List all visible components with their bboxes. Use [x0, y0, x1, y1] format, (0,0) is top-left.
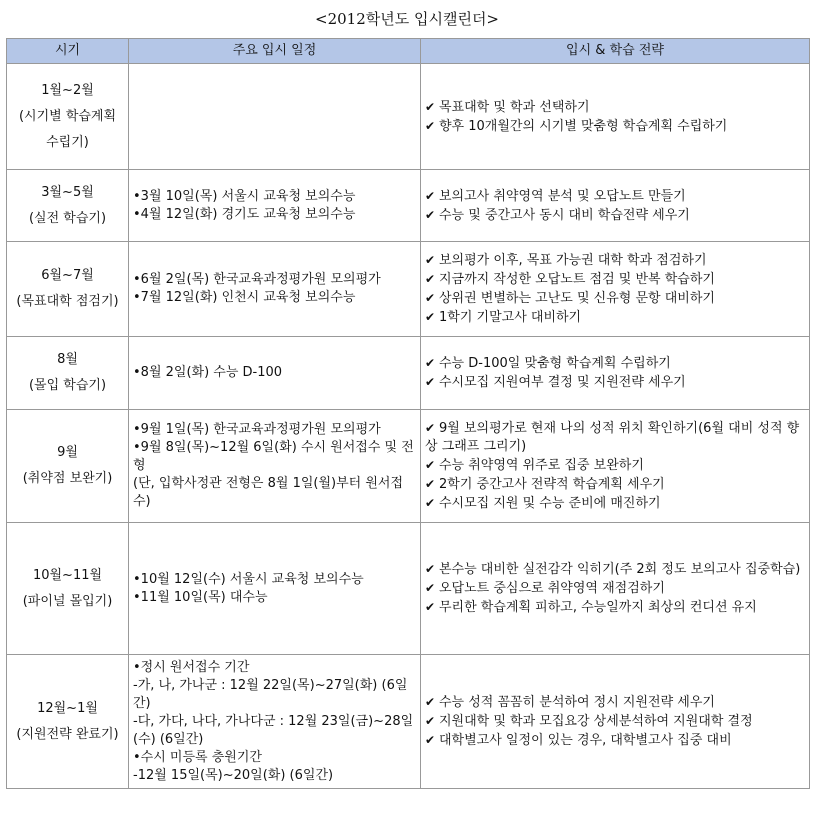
strategy-cell: [421, 64, 810, 170]
page-title: <2012학년도 입시캘린더>: [315, 10, 499, 28]
schedule-item: •10월 12일(수) 서울시 교육청 보의수능: [133, 571, 364, 587]
header-strategy: 입시 & 학습 전략: [421, 39, 810, 64]
check-icon: ✔: [425, 207, 436, 222]
strategy-item: [425, 373, 805, 392]
strategy-text: 목표대학 및 학과 선택하기: [439, 99, 590, 115]
strategy-cell: [421, 523, 810, 655]
table-row: [7, 170, 810, 242]
period-cell: [7, 655, 129, 789]
schedule-cell: [129, 655, 421, 789]
check-icon: ✔: [425, 733, 436, 747]
check-icon: ✔: [425, 291, 436, 305]
check-icon: ✔: [425, 695, 436, 709]
strategy-item: [425, 560, 805, 579]
check-icon: ✔: [425, 188, 436, 203]
period-label: 8월: [57, 352, 78, 367]
admission-calendar-table: [6, 38, 810, 789]
strategy-text: 무리한 학습계획 피하고, 수능일까지 최상의 컨디션 유지: [439, 600, 757, 615]
strategy-item: [425, 456, 805, 475]
strategy-text: 오답노트 중심으로 취약영역 재점검하기: [439, 581, 665, 596]
period-cell: [7, 337, 129, 410]
schedule-item: (단, 입학사정관 전형은 8월 1일(월)부터 원서접수): [133, 476, 404, 509]
check-icon: ✔: [425, 310, 436, 324]
check-icon: ✔: [425, 375, 436, 389]
schedule-item: •6월 2일(목) 한국교육과정평가원 모의평가: [133, 272, 381, 287]
strategy-item: [425, 270, 805, 289]
table-row: [7, 337, 810, 410]
strategy-item: [425, 289, 805, 308]
strategy-item: [425, 98, 805, 117]
period-cell: [7, 410, 129, 523]
check-icon: ✔: [425, 99, 436, 114]
strategy-cell: [421, 170, 810, 242]
strategy-item: [425, 354, 805, 373]
strategy-text: 수능 및 중간고사 동시 대비 학습전략 세우기: [439, 207, 690, 223]
schedule-item: •정시 원서접수 기간: [133, 659, 250, 675]
strategy-text: 보의고사 취약영역 분석 및 오답노트 만들기: [439, 188, 686, 204]
period-cell: [7, 242, 129, 337]
period-label: 1월~2월: [41, 82, 94, 98]
strategy-text: 수능 성적 꼼꼼히 분석하여 정시 지원전략 세우기: [439, 695, 715, 710]
strategy-text: 향후 10개월간의 시기별 맞춤형 학습계획 수립하기: [439, 118, 728, 134]
schedule-cell: [129, 170, 421, 242]
check-icon: ✔: [425, 421, 436, 435]
strategy-text: 지금까지 작성한 오답노트 점검 및 반복 학습하기: [439, 272, 715, 287]
period-subtitle: (시기별 학습계획 수립기): [18, 108, 117, 150]
schedule-cell: [129, 64, 421, 170]
period-label: 3월~5월: [41, 184, 94, 200]
check-icon: ✔: [425, 600, 436, 614]
schedule-item: -다, 가다, 나다, 가나다군 : 12월 23일(금)~28일(수) (6일간): [133, 713, 414, 747]
strategy-item: [425, 206, 805, 225]
strategy-text: 수시모집 지원 및 수능 준비에 매진하기: [439, 496, 661, 511]
check-icon: ✔: [425, 253, 436, 267]
table-row: [7, 242, 810, 337]
schedule-item: •9월 1일(목) 한국교육과정평가원 모의평가: [133, 422, 381, 437]
period-subtitle: (파이널 몰입기): [22, 593, 113, 609]
period-cell: [7, 170, 129, 242]
strategy-item: [425, 475, 805, 494]
strategy-item: [425, 419, 805, 456]
strategy-cell: [421, 410, 810, 523]
period-label: 6월~7월: [41, 268, 94, 283]
check-icon: ✔: [425, 458, 436, 472]
strategy-cell: [421, 242, 810, 337]
strategy-text: 대학별고사 일정이 있는 경우, 대학별고사 집중 대비: [439, 733, 732, 748]
strategy-text: 상위권 변별하는 고난도 및 신유형 문항 대비하기: [439, 291, 715, 306]
strategy-item: [425, 693, 805, 712]
table-row: [7, 655, 810, 789]
period-label: 9월: [57, 445, 78, 460]
strategy-item: [425, 494, 805, 513]
strategy-item: [425, 579, 805, 598]
period-label: 10월~11월: [32, 567, 103, 583]
schedule-cell: [129, 410, 421, 523]
strategy-text: 본수능 대비한 실전감각 익히기(주 2회 정도 보의고사 집중학습): [439, 562, 801, 577]
strategy-cell: [421, 655, 810, 789]
header-schedule: 주요 입시 일정: [129, 39, 421, 64]
strategy-item: [425, 712, 805, 731]
strategy-item: [425, 308, 805, 327]
schedule-cell: [129, 242, 421, 337]
period-subtitle: (실전 학습기): [28, 210, 107, 226]
table-row: [7, 410, 810, 523]
period-subtitle: (지원전략 완료기): [16, 726, 119, 742]
period-label: 12월~1월: [37, 700, 98, 716]
period-cell: [7, 64, 129, 170]
table-row: [7, 523, 810, 655]
period-subtitle: (몰입 학습기): [28, 378, 107, 393]
schedule-item: •수시 미등록 충원기간: [133, 749, 262, 765]
strategy-text: 수능 취약영역 위주로 집중 보완하기: [439, 458, 644, 473]
period-cell: [7, 523, 129, 655]
strategy-item: [425, 187, 805, 206]
schedule-item: •8월 2일(화) 수능 D-100: [133, 365, 283, 380]
strategy-text: 지원대학 및 학과 모집요강 상세분석하여 지원대학 결정: [439, 714, 753, 729]
strategy-item: [425, 731, 805, 750]
header-row: [7, 39, 810, 64]
check-icon: ✔: [425, 356, 436, 370]
check-icon: ✔: [425, 714, 436, 728]
check-icon: ✔: [425, 118, 436, 133]
schedule-item: •7월 12일(화) 인천시 교육청 보의수능: [133, 290, 356, 305]
check-icon: ✔: [425, 496, 436, 510]
check-icon: ✔: [425, 581, 436, 595]
schedule-item: •11월 10일(목) 대수능: [133, 589, 268, 605]
table-row: [7, 64, 810, 170]
schedule-item: •4월 12일(화) 경기도 교육청 보의수능: [133, 206, 356, 222]
strategy-text: 수시모집 지원여부 결정 및 지원전략 세우기: [439, 375, 686, 390]
schedule-item: •9월 8일(목)~12월 6일(화) 수시 원서접수 및 전형: [133, 440, 414, 473]
schedule-item: -가, 나, 가나군 : 12월 22일(목)~27일(화) (6일간): [133, 677, 408, 711]
check-icon: ✔: [425, 272, 436, 286]
strategy-text: 9월 보의평가로 현재 나의 성적 위치 확인하기(6월 대비 성적 향상 그래프 그리기): [425, 421, 800, 454]
strategy-item: [425, 251, 805, 270]
strategy-text: 보의평가 이후, 목표 가능권 대학 학과 점검하기: [439, 253, 707, 268]
strategy-item: [425, 598, 805, 617]
strategy-text: 수능 D-100일 맞춤형 학습계획 수립하기: [439, 356, 671, 371]
strategy-item: [425, 117, 805, 136]
strategy-text: 1학기 기말고사 대비하기: [439, 310, 582, 325]
schedule-cell: [129, 337, 421, 410]
check-icon: ✔: [425, 562, 436, 576]
header-period: 시기: [7, 39, 129, 64]
schedule-item: •3월 10일(목) 서울시 교육청 보의수능: [133, 188, 356, 204]
period-subtitle: (취약점 보완기): [22, 471, 113, 486]
schedule-item: -12월 15일(목)~20일(화) (6일간): [133, 767, 334, 783]
strategy-cell: [421, 337, 810, 410]
period-subtitle: (목표대학 점검기): [16, 294, 119, 309]
check-icon: ✔: [425, 477, 436, 491]
strategy-text: 2학기 중간고사 전략적 학습계획 세우기: [439, 477, 665, 492]
schedule-cell: [129, 523, 421, 655]
